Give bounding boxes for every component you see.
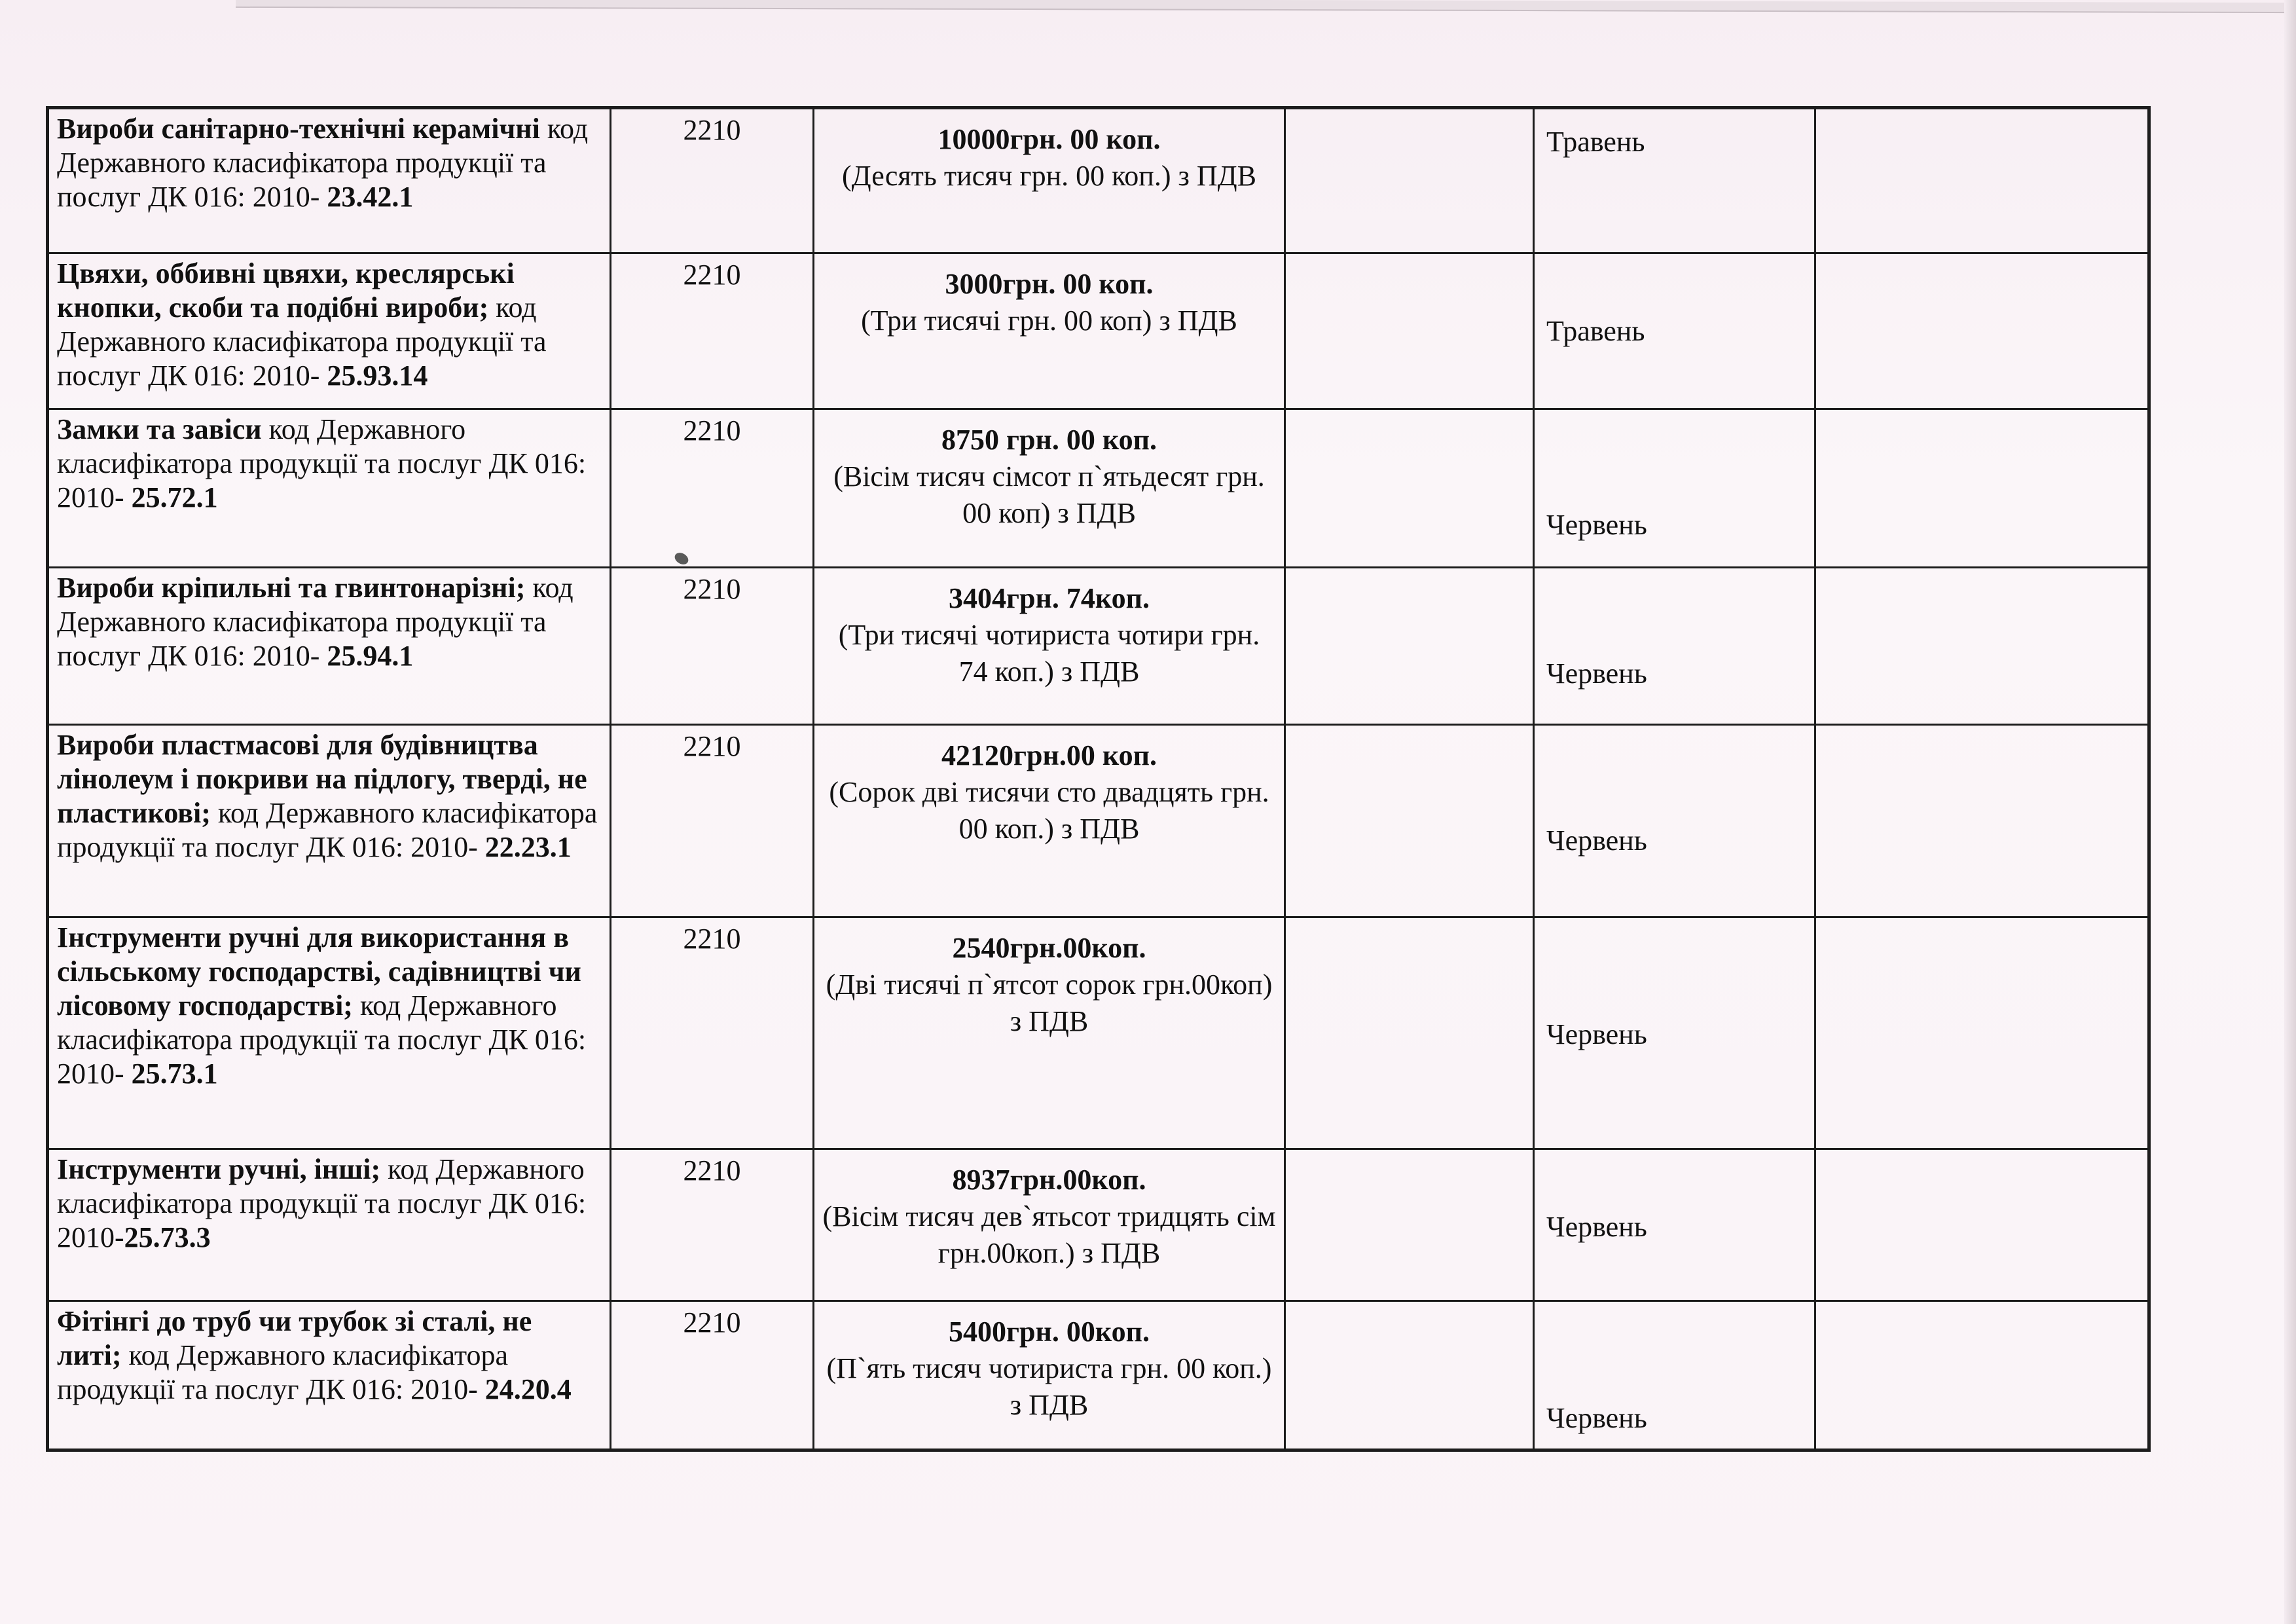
table-row xyxy=(48,1301,2149,1450)
month-label: Червень xyxy=(1546,657,1647,690)
item-name-bold: Вироби кріпильні та гвинтонарізні; xyxy=(57,572,526,604)
amount-value: 8750 грн. 00 коп. xyxy=(941,424,1157,456)
item-name-cell xyxy=(48,568,611,725)
amount-cell xyxy=(814,253,1285,409)
month-label: Травень xyxy=(1546,126,1645,158)
item-name-plain: код Державного класифікатора продукції та послуг ДК 016: 2010- xyxy=(57,413,587,513)
amount-in-words: (Сорок дві тисячи сто двадцять грн. 00 коп.) з ПДВ xyxy=(829,776,1269,845)
month-cell xyxy=(1534,568,1815,725)
item-dk-code: 25.93.14 xyxy=(327,360,428,392)
kekv-code-cell xyxy=(611,1301,814,1450)
kekv-code-cell xyxy=(611,253,814,409)
amount-in-words: (Дві тисячі п`ятсот сорок грн.00коп) з ПДВ xyxy=(826,969,1273,1037)
amount-value: 3404грн. 74коп. xyxy=(949,582,1150,614)
kekv-code-cell xyxy=(611,725,814,917)
amount-value: 3000грн. 00 коп. xyxy=(945,268,1154,300)
kekv-code: 2210 xyxy=(683,114,741,146)
amount-value: 2540грн.00коп. xyxy=(952,932,1146,964)
item-name-bold: Інструменти ручні для використання в сільському господарстві, садівництві чи лісовому господарстві; xyxy=(57,921,581,1022)
kekv-code-cell xyxy=(611,409,814,568)
kekv-code-cell xyxy=(611,1149,814,1301)
kekv-code: 2210 xyxy=(683,1154,741,1187)
month-cell xyxy=(1534,409,1815,568)
item-name-cell xyxy=(48,409,611,568)
empty-cell xyxy=(1285,108,1534,253)
item-name-cell xyxy=(48,108,611,253)
empty-cell xyxy=(1815,409,2149,568)
kekv-code-cell xyxy=(611,568,814,725)
item-dk-code: 24.20.4 xyxy=(484,1373,572,1405)
table-row xyxy=(48,568,2149,725)
month-label: Червень xyxy=(1546,1402,1647,1434)
item-name-cell xyxy=(48,253,611,409)
item-name-cell xyxy=(48,1301,611,1450)
empty-cell xyxy=(1285,409,1534,568)
amount-cell xyxy=(814,725,1285,917)
item-name-bold: Вироби пластмасові для будівництва лінолеум і покриви на підлогу, тверді, не пластикові; xyxy=(57,729,587,829)
empty-cell xyxy=(1285,725,1534,917)
month-label: Червень xyxy=(1546,824,1647,857)
paper-right-edge xyxy=(2284,0,2296,1624)
empty-cell xyxy=(1815,1149,2149,1301)
item-name-bold: Інструменти ручні, інші; xyxy=(57,1153,381,1185)
empty-cell xyxy=(1285,568,1534,725)
empty-cell xyxy=(1815,568,2149,725)
kekv-code: 2210 xyxy=(683,1306,741,1338)
item-dk-code: 25.73.3 xyxy=(124,1221,211,1253)
month-cell xyxy=(1534,1149,1815,1301)
amount-in-words: (Три тисячі грн. 00 коп) з ПДВ xyxy=(861,304,1237,337)
item-name-cell xyxy=(48,917,611,1149)
table-row xyxy=(48,253,2149,409)
month-label: Червень xyxy=(1546,1211,1647,1243)
amount-value: 5400грн. 00коп. xyxy=(949,1316,1150,1348)
amount-in-words: (П`ять тисяч чотириста грн. 00 коп.) з ПДВ xyxy=(826,1352,1272,1421)
amount-in-words: (Десять тисяч грн. 00 коп.) з ПДВ xyxy=(841,160,1256,192)
month-label: Червень xyxy=(1546,509,1647,541)
item-dk-code: 25.94.1 xyxy=(327,640,414,672)
item-dk-code: 25.73.1 xyxy=(131,1058,218,1090)
amount-value: 10000грн. 00 коп. xyxy=(938,123,1161,155)
amount-cell xyxy=(814,1301,1285,1450)
kekv-code-cell xyxy=(611,108,814,253)
month-cell xyxy=(1534,917,1815,1149)
amount-cell xyxy=(814,917,1285,1149)
item-name-plain: код Державного класифікатора продукції та послуг ДК 016: 2010- xyxy=(57,989,587,1090)
amount-cell xyxy=(814,108,1285,253)
table-row xyxy=(48,108,2149,253)
empty-cell xyxy=(1285,1301,1534,1450)
month-cell xyxy=(1534,725,1815,917)
item-name-cell xyxy=(48,1149,611,1301)
amount-cell xyxy=(814,1149,1285,1301)
amount-in-words: (Вісім тисяч сімсот п`ятьдесят грн. 00 коп) з ПДВ xyxy=(833,460,1265,529)
item-dk-code: 22.23.1 xyxy=(484,831,572,863)
item-name-bold: Вироби санітарно-технічні керамічні xyxy=(57,113,540,145)
item-name-plain: код Державного класифікатора продукції та послуг ДК 016: 2010- xyxy=(57,797,598,863)
amount-value: 8937грн.00коп. xyxy=(952,1164,1146,1196)
month-cell xyxy=(1534,253,1815,409)
empty-cell xyxy=(1815,1301,2149,1450)
table-row xyxy=(48,917,2149,1149)
item-name-plain: код Державного класифікатора продукції та послуг ДК 016: 2010- xyxy=(57,1153,587,1253)
amount-in-words: (Вісім тисяч дев`ятьсот тридцять сім грн.00коп.) з ПДВ xyxy=(822,1200,1276,1269)
month-label: Травень xyxy=(1546,315,1645,347)
item-dk-code: 25.72.1 xyxy=(131,481,218,513)
empty-cell xyxy=(1815,108,2149,253)
paper-top-edge xyxy=(236,0,2296,13)
empty-cell xyxy=(1815,725,2149,917)
kekv-code: 2210 xyxy=(683,730,741,762)
kekv-code: 2210 xyxy=(683,923,741,955)
amount-cell xyxy=(814,409,1285,568)
table-row xyxy=(48,409,2149,568)
empty-cell xyxy=(1285,253,1534,409)
kekv-code-cell xyxy=(611,917,814,1149)
empty-cell xyxy=(1285,1149,1534,1301)
item-name-bold: Фітінгі до труб чи трубок зі сталі, не литі; xyxy=(57,1305,532,1371)
table-row xyxy=(48,725,2149,917)
item-name-plain: код Державного класифікатора продукції та послуг ДК 016: 2010- xyxy=(57,291,547,392)
item-name-plain: код Державного класифікатора продукції та послуг ДК 016: 2010- xyxy=(57,113,589,213)
kekv-code: 2210 xyxy=(683,259,741,291)
empty-cell xyxy=(1815,917,2149,1149)
item-dk-code: 23.42.1 xyxy=(327,181,414,213)
month-label: Червень xyxy=(1546,1018,1647,1050)
item-name-bold: Замки та завіси xyxy=(57,413,262,445)
amount-cell xyxy=(814,568,1285,725)
kekv-code: 2210 xyxy=(683,415,741,447)
empty-cell xyxy=(1815,253,2149,409)
item-name-plain: код Державного класифікатора продукції та послуг ДК 016: 2010- xyxy=(57,572,574,672)
empty-cell xyxy=(1285,917,1534,1149)
amount-value: 42120грн.00 коп. xyxy=(941,739,1157,771)
kekv-code: 2210 xyxy=(683,573,741,605)
procurement-plan-table xyxy=(46,106,2151,1452)
item-name-cell xyxy=(48,725,611,917)
month-cell xyxy=(1534,1301,1815,1450)
item-name-bold: Цвяхи, оббивні цвяхи, креслярські кнопки, скоби та подібні вироби; xyxy=(57,257,515,323)
amount-in-words: (Три тисячі чотириста чотири грн. 74 коп.) з ПДВ xyxy=(838,619,1260,688)
item-name-plain: код Державного класифікатора продукції та послуг ДК 016: 2010- xyxy=(57,1339,509,1405)
month-cell xyxy=(1534,108,1815,253)
table-row xyxy=(48,1149,2149,1301)
